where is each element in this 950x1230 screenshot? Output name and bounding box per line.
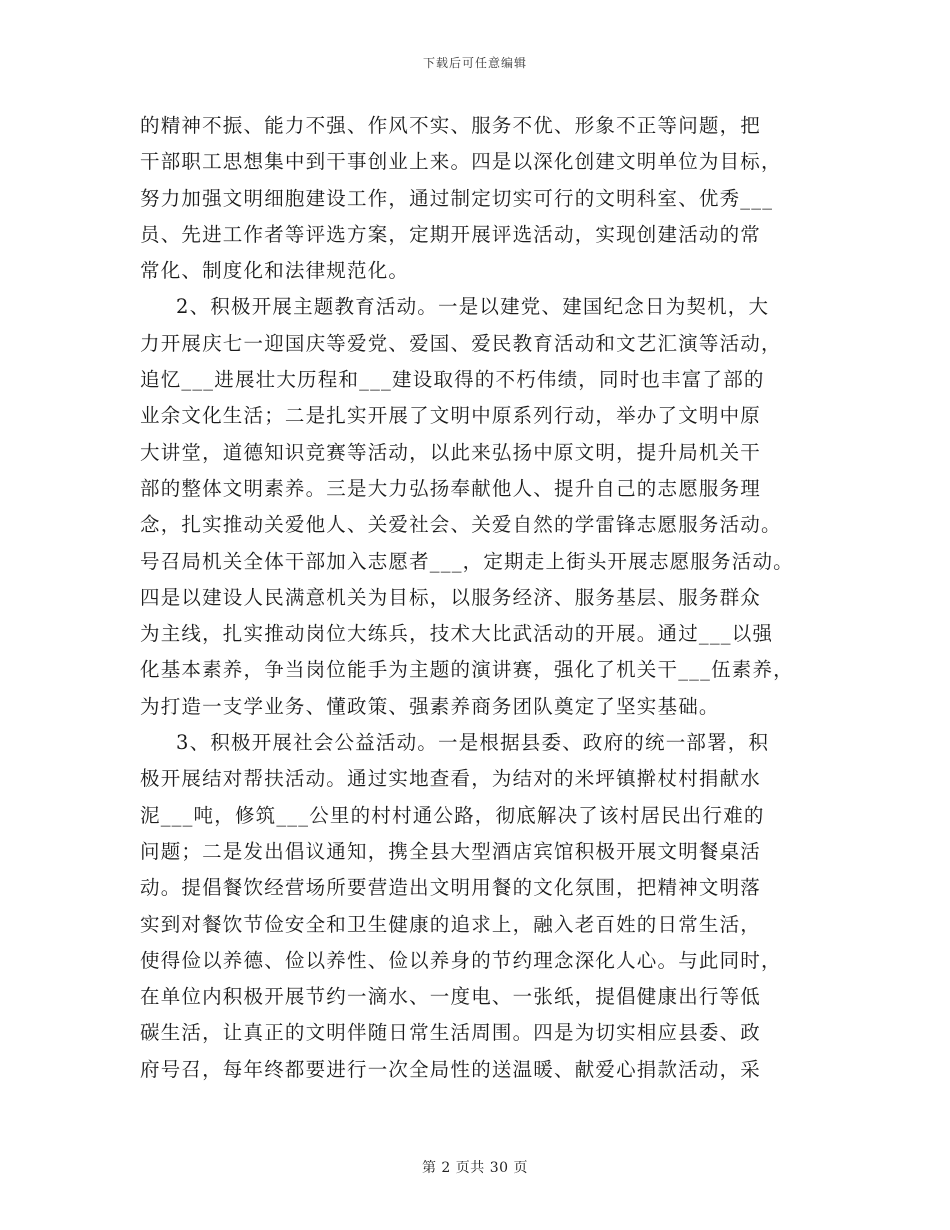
text-line: 业余文化生活；二是扎实开展了文明中原系列行动，举办了文明中原 [140, 404, 762, 428]
text-line: 碳生活，让真正的文明伴随日常生活周围。四是为切实相应县委、政 [140, 1021, 762, 1045]
text-line: 化基本素养，争当岗位能手为主题的演讲赛，强化了机关干___伍素养， [140, 658, 794, 682]
text-line: 力开展庆七一迎国庆等爱党、爱国、爱民教育活动和文艺汇演等活动， [140, 331, 782, 355]
text-line: 干部职工思想集中到干事创业上来。四是以深化创建文明单位为目标， [140, 150, 782, 174]
text-line: 泥___吨，修筑___公里的村村通公路，彻底解决了该村居民出行难的 [140, 803, 765, 827]
text-line: 念，扎实推动关爱他人、关爱社会、关爱自然的学雷锋志愿服务活动。 [140, 513, 782, 537]
text-line: 员、先进工作者等评选方案，定期开展评选活动，实现创建活动的常 [140, 222, 762, 246]
text-line: 追忆___进展壮大历程和___建设取得的不朽伟绩，同时也丰富了部的 [140, 368, 765, 392]
text-line: 大讲堂，道德知识竞赛等活动，以此来弘扬中原文明，提升局机关干 [140, 440, 762, 464]
paragraph-start-line: 3、积极开展社会公益活动。一是根据县委、政府的统一部署，积 [176, 731, 770, 755]
text-line: 为主线，扎实推动岗位大练兵，技术大比武活动的开展。通过___以强 [140, 622, 774, 646]
text-line: 实到对餐饮节俭安全和卫生健康的追求上，融入老百姓的日常生活， [140, 912, 762, 936]
text-line: 四是以建设人民满意机关为目标，以服务经济、服务基层、服务群众 [140, 585, 762, 609]
text-line: 在单位内积极开展节约一滴水、一度电、一张纸，提倡健康出行等低 [140, 985, 762, 1009]
text-line: 常化、制度化和法律规范化。 [140, 259, 410, 283]
text-line: 府号召，每年终都要进行一次全局性的送温暖、献爱心捐款活动，采 [140, 1057, 762, 1081]
text-line: 号召局机关全体干部加入志愿者___，定期走上街头开展志愿服务活动。 [140, 549, 794, 573]
text-line: 使得俭以养德、俭以养性、俭以养身的节约理念深化人心。与此同时， [140, 948, 782, 972]
text-line: 为打造一支学业务、懂政策、强素养商务团队奠定了坚实基础。 [140, 694, 720, 718]
page-header: 下载后可任意编辑 [422, 56, 527, 70]
page-footer: 第 2 页共 30 页 [421, 1160, 529, 1176]
document-body [140, 108, 820, 1088]
text-line: 动。提倡餐饮经营场所要营造出文明用餐的文化氛围，把精神文明落 [140, 876, 762, 900]
text-line: 极开展结对帮扶活动。通过实地查看，为结对的米坪镇擀杖村捐献水 [140, 767, 762, 791]
text-line: 问题；二是发出倡议通知，携全县大型酒店宾馆积极开展文明餐桌活 [140, 839, 762, 863]
paragraph-start-line: 2、积极开展主题教育活动。一是以建党、建国纪念日为契机，大 [176, 295, 770, 319]
text-line: 努力加强文明细胞建设工作，通过制定切实可行的文明科室、优秀___ [140, 186, 774, 210]
text-line: 部的整体文明素养。三是大力弘扬奉献他人、提升自己的志愿服务理 [140, 476, 762, 500]
text-line: 的精神不振、能力不强、作风不实、服务不优、形象不正等问题，把 [140, 114, 762, 137]
